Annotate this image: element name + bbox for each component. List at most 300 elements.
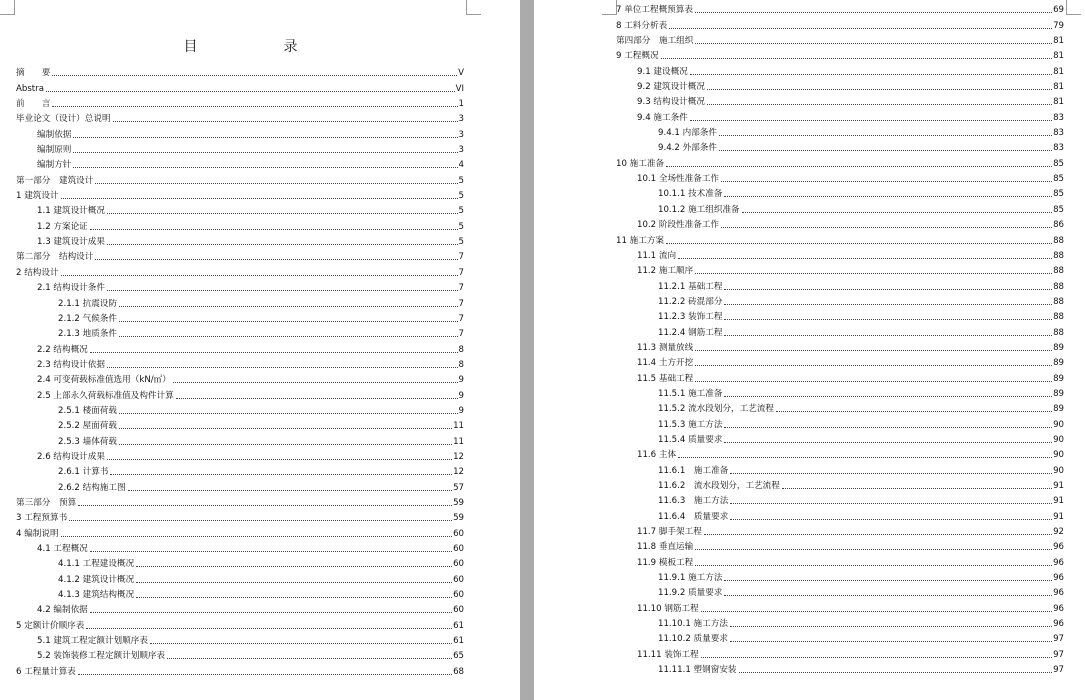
toc-entry-title: 11.9.1 施工方法 — [658, 573, 723, 584]
toc-entry-title: 前 言 — [16, 99, 51, 110]
toc-entry-title: 9 工程概况 — [616, 51, 659, 62]
toc-entry[interactable] — [16, 509, 464, 524]
toc-leader-dots — [90, 551, 452, 552]
toc-entry-title: 11.9.2 质量要求 — [658, 588, 723, 599]
toc-entry-page-number: 88 — [1053, 250, 1064, 261]
toc-leader-dots — [95, 183, 457, 184]
toc-entry[interactable] — [16, 233, 464, 248]
toc-entry-title: 11.2.4 钢筋工程 — [658, 327, 723, 338]
toc-leader-dots — [707, 104, 1052, 105]
toc-entry-page-number: 96 — [1053, 588, 1064, 599]
toc-leader-dots — [776, 411, 1052, 412]
toc-leader-dots — [46, 91, 455, 92]
toc-entry-page-number: 91 — [1053, 511, 1064, 522]
toc-entry-page-number: 5 — [458, 191, 464, 202]
toc-entry-title: 第二部分 结构设计 — [16, 252, 94, 263]
toc-leader-dots — [739, 672, 1053, 673]
toc-entry-page-number: 96 — [1053, 603, 1064, 614]
toc-entry[interactable] — [616, 507, 1064, 522]
toc-leader-dots — [724, 427, 1052, 428]
toc-entry-page-number: 85 — [1053, 204, 1064, 215]
toc-entry[interactable] — [616, 108, 1064, 123]
toc-entry-title: Abstra — [16, 83, 44, 94]
toc-leader-dots — [678, 258, 1052, 259]
toc-entry[interactable] — [616, 308, 1064, 323]
toc-entry-page-number: 88 — [1053, 235, 1064, 246]
toc-entry-title: 11.6 主体 — [637, 450, 677, 461]
toc-entry-page-number: 7 — [458, 329, 464, 340]
toc-entry[interactable] — [616, 569, 1064, 584]
toc-entry-title: 2.4 可变荷载标准值选用（kN/㎡） — [37, 375, 171, 386]
toc-entry[interactable] — [616, 247, 1064, 262]
toc-entry[interactable] — [616, 185, 1064, 200]
toc-entry[interactable] — [16, 95, 464, 110]
toc-entry-page-number: 7 — [458, 283, 464, 294]
toc-entry-title: 4 编制说明 — [16, 528, 59, 539]
toc-entry-page-number: 81 — [1053, 66, 1064, 77]
toc-entry-page-number: 96 — [1053, 542, 1064, 553]
toc-entry-page-number: 88 — [1053, 296, 1064, 307]
toc-entry-title: 9.1 建设概况 — [637, 66, 688, 77]
toc-entry-title: 11.11.1 塑钢窗安装 — [658, 665, 737, 676]
toc-entry-page-number: 81 — [1053, 51, 1064, 62]
toc-entry-page-number: 8 — [458, 359, 464, 370]
toc-entry-title: 2.1 结构设计条件 — [37, 283, 105, 294]
toc-entry-title: 5.2 装饰装修工程定额计划顺序表 — [37, 651, 166, 662]
toc-entry[interactable] — [616, 339, 1064, 354]
toc-entry-title: 2.2 结构概况 — [37, 344, 88, 355]
toc-entry[interactable] — [16, 141, 464, 156]
toc-entry[interactable] — [616, 538, 1064, 553]
toc-entry-page-number: 89 — [1053, 373, 1064, 384]
toc-entry-title: 1.3 建筑设计成果 — [37, 237, 105, 248]
toc-entry[interactable] — [16, 248, 464, 263]
toc-entry-title: 4.1 工程概况 — [37, 544, 88, 554]
toc-entry-page-number: 91 — [1053, 481, 1064, 491]
toc-entry-page-number: 7 — [458, 298, 464, 309]
toc-leader-dots — [724, 196, 1052, 197]
toc-leader-dots — [695, 12, 1052, 13]
toc-entry-title: 2.6.2 结构施工图 — [58, 482, 126, 493]
toc-entry[interactable] — [16, 202, 464, 217]
toc-entry-title: 4.2 编制依据 — [37, 605, 88, 616]
toc-entry-title: 11.6.3 施工方法 — [658, 496, 729, 507]
toc-entry-page-number: 88 — [1053, 327, 1064, 338]
toc-entry[interactable] — [616, 16, 1064, 31]
toc-entry-page-number: 81 — [1053, 36, 1064, 47]
toc-entry-page-number: 83 — [1053, 112, 1064, 123]
toc-entry[interactable] — [16, 647, 464, 662]
toc-entry[interactable] — [16, 217, 464, 232]
toc-entry[interactable] — [616, 385, 1064, 400]
toc-entry[interactable] — [616, 584, 1064, 599]
toc-leader-dots — [90, 612, 452, 613]
toc-leader-dots — [90, 229, 458, 230]
toc-entry-page-number: 96 — [1053, 619, 1064, 630]
toc-entry[interactable] — [616, 553, 1064, 568]
toc-entry-page-number: 89 — [1053, 358, 1064, 369]
toc-entry-title: 2.1.3 地质条件 — [58, 329, 117, 340]
toc-leader-dots — [136, 582, 452, 583]
toc-leader-dots — [701, 611, 1052, 612]
toc-entry-title: 第一部分 建筑设计 — [16, 175, 94, 186]
toc-entry-page-number: 88 — [1053, 281, 1064, 292]
toc-entry[interactable] — [616, 62, 1064, 77]
toc-leader-dots — [730, 519, 1052, 520]
toc-entry-page-number: 85 — [1053, 158, 1064, 169]
toc-entry[interactable] — [616, 415, 1064, 430]
toc-entry-title: 2.5.2 屋面荷载 — [58, 421, 117, 432]
toc-entry-title: 2.5.3 墙体荷载 — [58, 436, 117, 447]
toc-leader-dots — [730, 503, 1052, 504]
toc-entry-page-number: 9 — [458, 405, 464, 416]
toc-leader-dots — [73, 167, 457, 168]
toc-entry[interactable] — [16, 463, 464, 478]
toc-entry-page-number: 59 — [453, 513, 464, 524]
toc-entry[interactable] — [616, 154, 1064, 169]
toc-entry[interactable] — [616, 293, 1064, 308]
toc-entry[interactable] — [16, 432, 464, 447]
toc-entry[interactable] — [16, 616, 464, 631]
toc-entry-title: 11.10.2 质量要求 — [658, 634, 728, 645]
toc-entry-page-number: 5 — [458, 206, 464, 217]
toc-entry-page-number: 60 — [453, 590, 464, 601]
toc-entry-title: 10.1.2 施工组织准备 — [658, 204, 740, 215]
toc-entry[interactable] — [16, 524, 464, 539]
toc-leader-dots — [86, 628, 452, 629]
toc-leader-dots — [113, 121, 458, 122]
toc-entry[interactable] — [16, 555, 464, 570]
toc-leader-dots — [119, 444, 452, 445]
toc-entry-page-number: 60 — [453, 574, 464, 585]
toc-entry-title: 编制方针 — [37, 160, 72, 171]
toc-list-left — [16, 64, 464, 678]
toc-entry-title: 6 工程量计算表 — [16, 666, 76, 677]
toc-leader-dots — [61, 198, 458, 199]
toc-entry[interactable] — [616, 615, 1064, 630]
toc-entry-page-number: 96 — [1053, 573, 1064, 584]
toc-entry[interactable] — [616, 369, 1064, 384]
toc-entry[interactable] — [16, 478, 464, 493]
toc-leader-dots — [69, 520, 452, 521]
toc-leader-dots — [704, 534, 1052, 535]
toc-entry[interactable] — [16, 356, 464, 371]
toc-entry-page-number: 90 — [1053, 450, 1064, 461]
toc-entry-page-number: 60 — [453, 605, 464, 616]
toc-leader-dots — [719, 150, 1052, 151]
toc-entry-page-number: 81 — [1053, 82, 1064, 93]
toc-entry[interactable] — [16, 187, 464, 202]
toc-entry[interactable] — [616, 599, 1064, 614]
toc-entry-title: 11.6.4 质量要求 — [658, 511, 729, 522]
toc-leader-dots — [107, 290, 458, 291]
toc-entry[interactable] — [16, 64, 464, 79]
toc-entry-title: 11.1 流向 — [637, 250, 677, 261]
toc-entry-page-number: 12 — [453, 467, 464, 478]
toc-entry[interactable] — [16, 325, 464, 340]
toc-entry[interactable] — [616, 446, 1064, 461]
toc-leader-dots — [61, 275, 458, 276]
toc-entry-title: 5 定额计价顺序表 — [16, 620, 85, 631]
toc-entry-title: 11.5.3 施工方法 — [658, 419, 723, 430]
toc-entry-title: 11.5.4 质量要求 — [658, 434, 723, 445]
toc-entry-page-number: 96 — [1053, 557, 1064, 568]
toc-entry-title: 11.5.1 施工准备 — [658, 388, 723, 399]
toc-leader-dots — [690, 74, 1052, 75]
toc-entry-page-number: 7 — [458, 252, 464, 263]
toc-entry-title: 2.1.1 抗震设防 — [58, 298, 117, 309]
toc-entry-title: 11.2.2 砖混部分 — [658, 296, 723, 307]
toc-entry[interactable] — [616, 323, 1064, 338]
toc-leader-dots — [136, 597, 452, 598]
toc-leader-dots — [167, 658, 452, 659]
toc-entry[interactable] — [16, 79, 464, 94]
toc-entry-page-number: V — [458, 68, 464, 79]
toc-entry-title: 2.1.2 气候条件 — [58, 313, 117, 324]
toc-entry[interactable] — [16, 110, 464, 125]
toc-entry-page-number: 79 — [1053, 20, 1064, 31]
toc-leader-dots — [661, 58, 1052, 59]
toc-leader-dots — [724, 335, 1052, 336]
toc-entry-page-number: 92 — [1053, 527, 1064, 538]
toc-entry-page-number: 61 — [453, 636, 464, 647]
toc-entry-page-number: 89 — [1053, 388, 1064, 399]
toc-entry-page-number: 88 — [1053, 312, 1064, 323]
toc-entry[interactable] — [16, 570, 464, 585]
toc-entry[interactable] — [616, 477, 1064, 492]
toc-entry-title: 11.2.1 基础工程 — [658, 281, 723, 292]
toc-entry-page-number: 89 — [1053, 404, 1064, 415]
toc-leader-dots — [695, 365, 1052, 366]
toc-entry[interactable] — [616, 661, 1064, 676]
crop-mark — [0, 0, 15, 15]
toc-entry[interactable] — [16, 662, 464, 677]
toc-entry-title: 编制原则 — [37, 145, 72, 156]
toc-leader-dots — [724, 304, 1052, 305]
toc-leader-dots — [724, 289, 1052, 290]
toc-entry[interactable] — [616, 431, 1064, 446]
toc-entry-page-number: 60 — [453, 559, 464, 570]
toc-entry[interactable] — [616, 400, 1064, 415]
toc-entry[interactable] — [616, 170, 1064, 185]
toc-entry-page-number: 90 — [1053, 419, 1064, 430]
toc-entry-title: 8 工料分析表 — [616, 20, 668, 31]
toc-leader-dots — [724, 580, 1052, 581]
toc-leader-dots — [724, 442, 1052, 443]
toc-leader-dots — [695, 43, 1052, 44]
toc-leader-dots — [719, 135, 1052, 136]
toc-entry[interactable] — [616, 1, 1064, 16]
toc-leader-dots — [701, 657, 1052, 658]
toc-entry-page-number: 91 — [1053, 496, 1064, 507]
toc-entry-title: 9.3 结构设计概况 — [637, 97, 705, 108]
toc-entry[interactable] — [616, 32, 1064, 47]
toc-entry[interactable] — [616, 523, 1064, 538]
toc-entry[interactable] — [16, 156, 464, 171]
toc-entry[interactable] — [16, 540, 464, 555]
toc-entry[interactable] — [616, 200, 1064, 215]
toc-entry[interactable] — [616, 354, 1064, 369]
toc-leader-dots — [150, 643, 452, 644]
toc-leader-dots — [110, 474, 452, 475]
toc-entry-page-number: 9 — [458, 390, 464, 401]
toc-entry[interactable] — [616, 78, 1064, 93]
crop-mark — [1066, 0, 1081, 15]
toc-entry[interactable] — [16, 171, 464, 186]
toc-entry-title: 10.1.1 技术准备 — [658, 189, 723, 200]
toc-entry-page-number: 11 — [453, 436, 464, 447]
toc-entry-title: 11.6.2 流水段划分，工艺流程 — [658, 481, 780, 491]
toc-entry[interactable] — [616, 124, 1064, 139]
toc-entry-page-number: 65 — [453, 651, 464, 662]
toc-leader-dots — [90, 352, 458, 353]
toc-leader-dots — [119, 428, 452, 429]
toc-entry[interactable] — [616, 262, 1064, 277]
toc-entry-title: 11.11 装饰工程 — [637, 649, 699, 660]
toc-entry-title: 1.2 方案论证 — [37, 221, 88, 232]
toc-leader-dots — [119, 306, 458, 307]
toc-entry[interactable] — [16, 263, 464, 278]
toc-entry[interactable] — [616, 277, 1064, 292]
toc-entry-page-number: 57 — [453, 482, 464, 493]
toc-entry[interactable] — [616, 461, 1064, 476]
toc-leader-dots — [52, 106, 457, 107]
toc-leader-dots — [695, 273, 1052, 274]
toc-entry-title: 摘 要 — [16, 68, 51, 79]
toc-entry[interactable] — [16, 586, 464, 601]
toc-entry-title: 11.2.3 装饰工程 — [658, 312, 723, 323]
toc-entry[interactable] — [16, 279, 464, 294]
toc-leader-dots — [176, 398, 458, 399]
toc-leader-dots — [724, 595, 1052, 596]
toc-entry[interactable] — [16, 601, 464, 616]
toc-entry[interactable] — [16, 125, 464, 140]
toc-leader-dots — [782, 488, 1052, 489]
toc-entry[interactable] — [16, 632, 464, 647]
toc-leader-dots — [52, 75, 457, 76]
toc-entry[interactable] — [616, 216, 1064, 231]
toc-leader-dots — [107, 367, 458, 368]
toc-entry[interactable] — [16, 371, 464, 386]
toc-entry-page-number: 7 — [458, 267, 464, 278]
toc-entry[interactable] — [16, 448, 464, 463]
toc-entry-title: 2.6 结构设计成果 — [37, 451, 105, 462]
toc-entry[interactable] — [616, 492, 1064, 507]
toc-entry-page-number: 5 — [458, 237, 464, 248]
toc-entry-title: 10.1 全场性准备工作 — [637, 174, 720, 185]
toc-leader-dots — [173, 382, 458, 383]
toc-entry-page-number: 81 — [1053, 97, 1064, 108]
toc-leader-dots — [666, 243, 1052, 244]
toc-entry[interactable] — [616, 139, 1064, 154]
toc-list-right — [616, 1, 1064, 676]
toc-entry-page-number: 60 — [453, 528, 464, 539]
toc-entry-title: 2 结构设计 — [16, 267, 59, 278]
toc-entry[interactable] — [16, 340, 464, 355]
toc-entry-title: 11.9 模板工程 — [637, 557, 694, 568]
toc-entry-page-number: 4 — [458, 160, 464, 171]
toc-entry-title: 9.4.1 内部条件 — [658, 128, 717, 139]
toc-entry[interactable] — [616, 93, 1064, 108]
toc-entry-title: 11.6.1 施工准备 — [658, 465, 729, 476]
toc-entry-title: 10 施工准备 — [616, 158, 665, 169]
toc-entry-page-number: 59 — [453, 497, 464, 508]
toc-title: 目 录 — [183, 39, 334, 55]
toc-entry-page-number: 89 — [1053, 342, 1064, 353]
toc-entry[interactable] — [616, 645, 1064, 660]
toc-entry[interactable] — [16, 417, 464, 432]
toc-entry-page-number: 3 — [458, 129, 464, 140]
toc-entry-page-number: 83 — [1053, 143, 1064, 154]
toc-leader-dots — [78, 674, 452, 675]
toc-entry[interactable] — [16, 310, 464, 325]
toc-leader-dots — [730, 473, 1052, 474]
toc-entry-title: 7 单位工程概预算表 — [616, 5, 693, 16]
toc-entry-page-number: 5 — [458, 221, 464, 232]
toc-entry[interactable] — [16, 294, 464, 309]
toc-entry-title: 11.5 基础工程 — [637, 373, 694, 384]
toc-entry-title: 1.1 建筑设计概况 — [37, 206, 105, 217]
toc-entry-title: 5.1 建筑工程定额计划顺序表 — [37, 636, 148, 647]
toc-entry[interactable] — [16, 494, 464, 509]
toc-entry-title: 11.8 垂直运输 — [637, 542, 694, 553]
toc-entry-page-number: 9 — [458, 375, 464, 386]
toc-entry-page-number: 5 — [458, 175, 464, 186]
toc-leader-dots — [107, 244, 458, 245]
toc-entry-page-number: 97 — [1053, 634, 1064, 645]
toc-entry[interactable] — [616, 231, 1064, 246]
toc-entry-title: 11 施工方案 — [616, 235, 665, 246]
toc-entry-page-number: 83 — [1053, 128, 1064, 139]
toc-entry-page-number: 61 — [453, 620, 464, 631]
crop-mark — [602, 0, 617, 15]
toc-leader-dots — [695, 381, 1052, 382]
toc-entry-page-number: 1 — [458, 99, 464, 110]
toc-leader-dots — [61, 536, 452, 537]
toc-entry-page-number: 3 — [458, 114, 464, 125]
toc-leader-dots — [721, 181, 1052, 182]
toc-entry-title: 11.2 施工顺序 — [637, 266, 694, 277]
toc-entry-title: 2.6.1 计算书 — [58, 467, 109, 478]
toc-leader-dots — [669, 28, 1052, 29]
toc-entry-page-number: 90 — [1053, 465, 1064, 476]
toc-leader-dots — [73, 137, 457, 138]
toc-leader-dots — [107, 213, 458, 214]
toc-entry-title: 4.1.2 建筑设计概况 — [58, 574, 135, 585]
toc-entry[interactable] — [16, 386, 464, 401]
toc-leader-dots — [107, 459, 452, 460]
toc-entry-title: 9.4 施工条件 — [637, 112, 688, 123]
toc-leader-dots — [742, 212, 1052, 213]
toc-entry-title: 编制依据 — [37, 129, 72, 140]
toc-entry-title: 10.2 阶段性准备工作 — [637, 220, 720, 231]
toc-entry-title: 毕业论文（设计）总说明 — [16, 114, 111, 125]
toc-leader-dots — [721, 227, 1052, 228]
toc-entry-title: 2.3 结构设计依据 — [37, 359, 105, 370]
toc-entry-title: 2.5 上部永久荷载标准值及构件计算 — [37, 390, 174, 401]
toc-entry[interactable] — [616, 47, 1064, 62]
toc-entry-title: 11.4 土方开挖 — [637, 358, 694, 369]
toc-entry-page-number: 69 — [1053, 5, 1064, 16]
toc-leader-dots — [119, 336, 458, 337]
toc-leader-dots — [678, 457, 1052, 458]
toc-leader-dots — [78, 505, 452, 506]
toc-leader-dots — [695, 549, 1052, 550]
toc-entry[interactable] — [616, 630, 1064, 645]
toc-leader-dots — [724, 319, 1052, 320]
toc-entry[interactable] — [16, 402, 464, 417]
toc-leader-dots — [730, 641, 1052, 642]
